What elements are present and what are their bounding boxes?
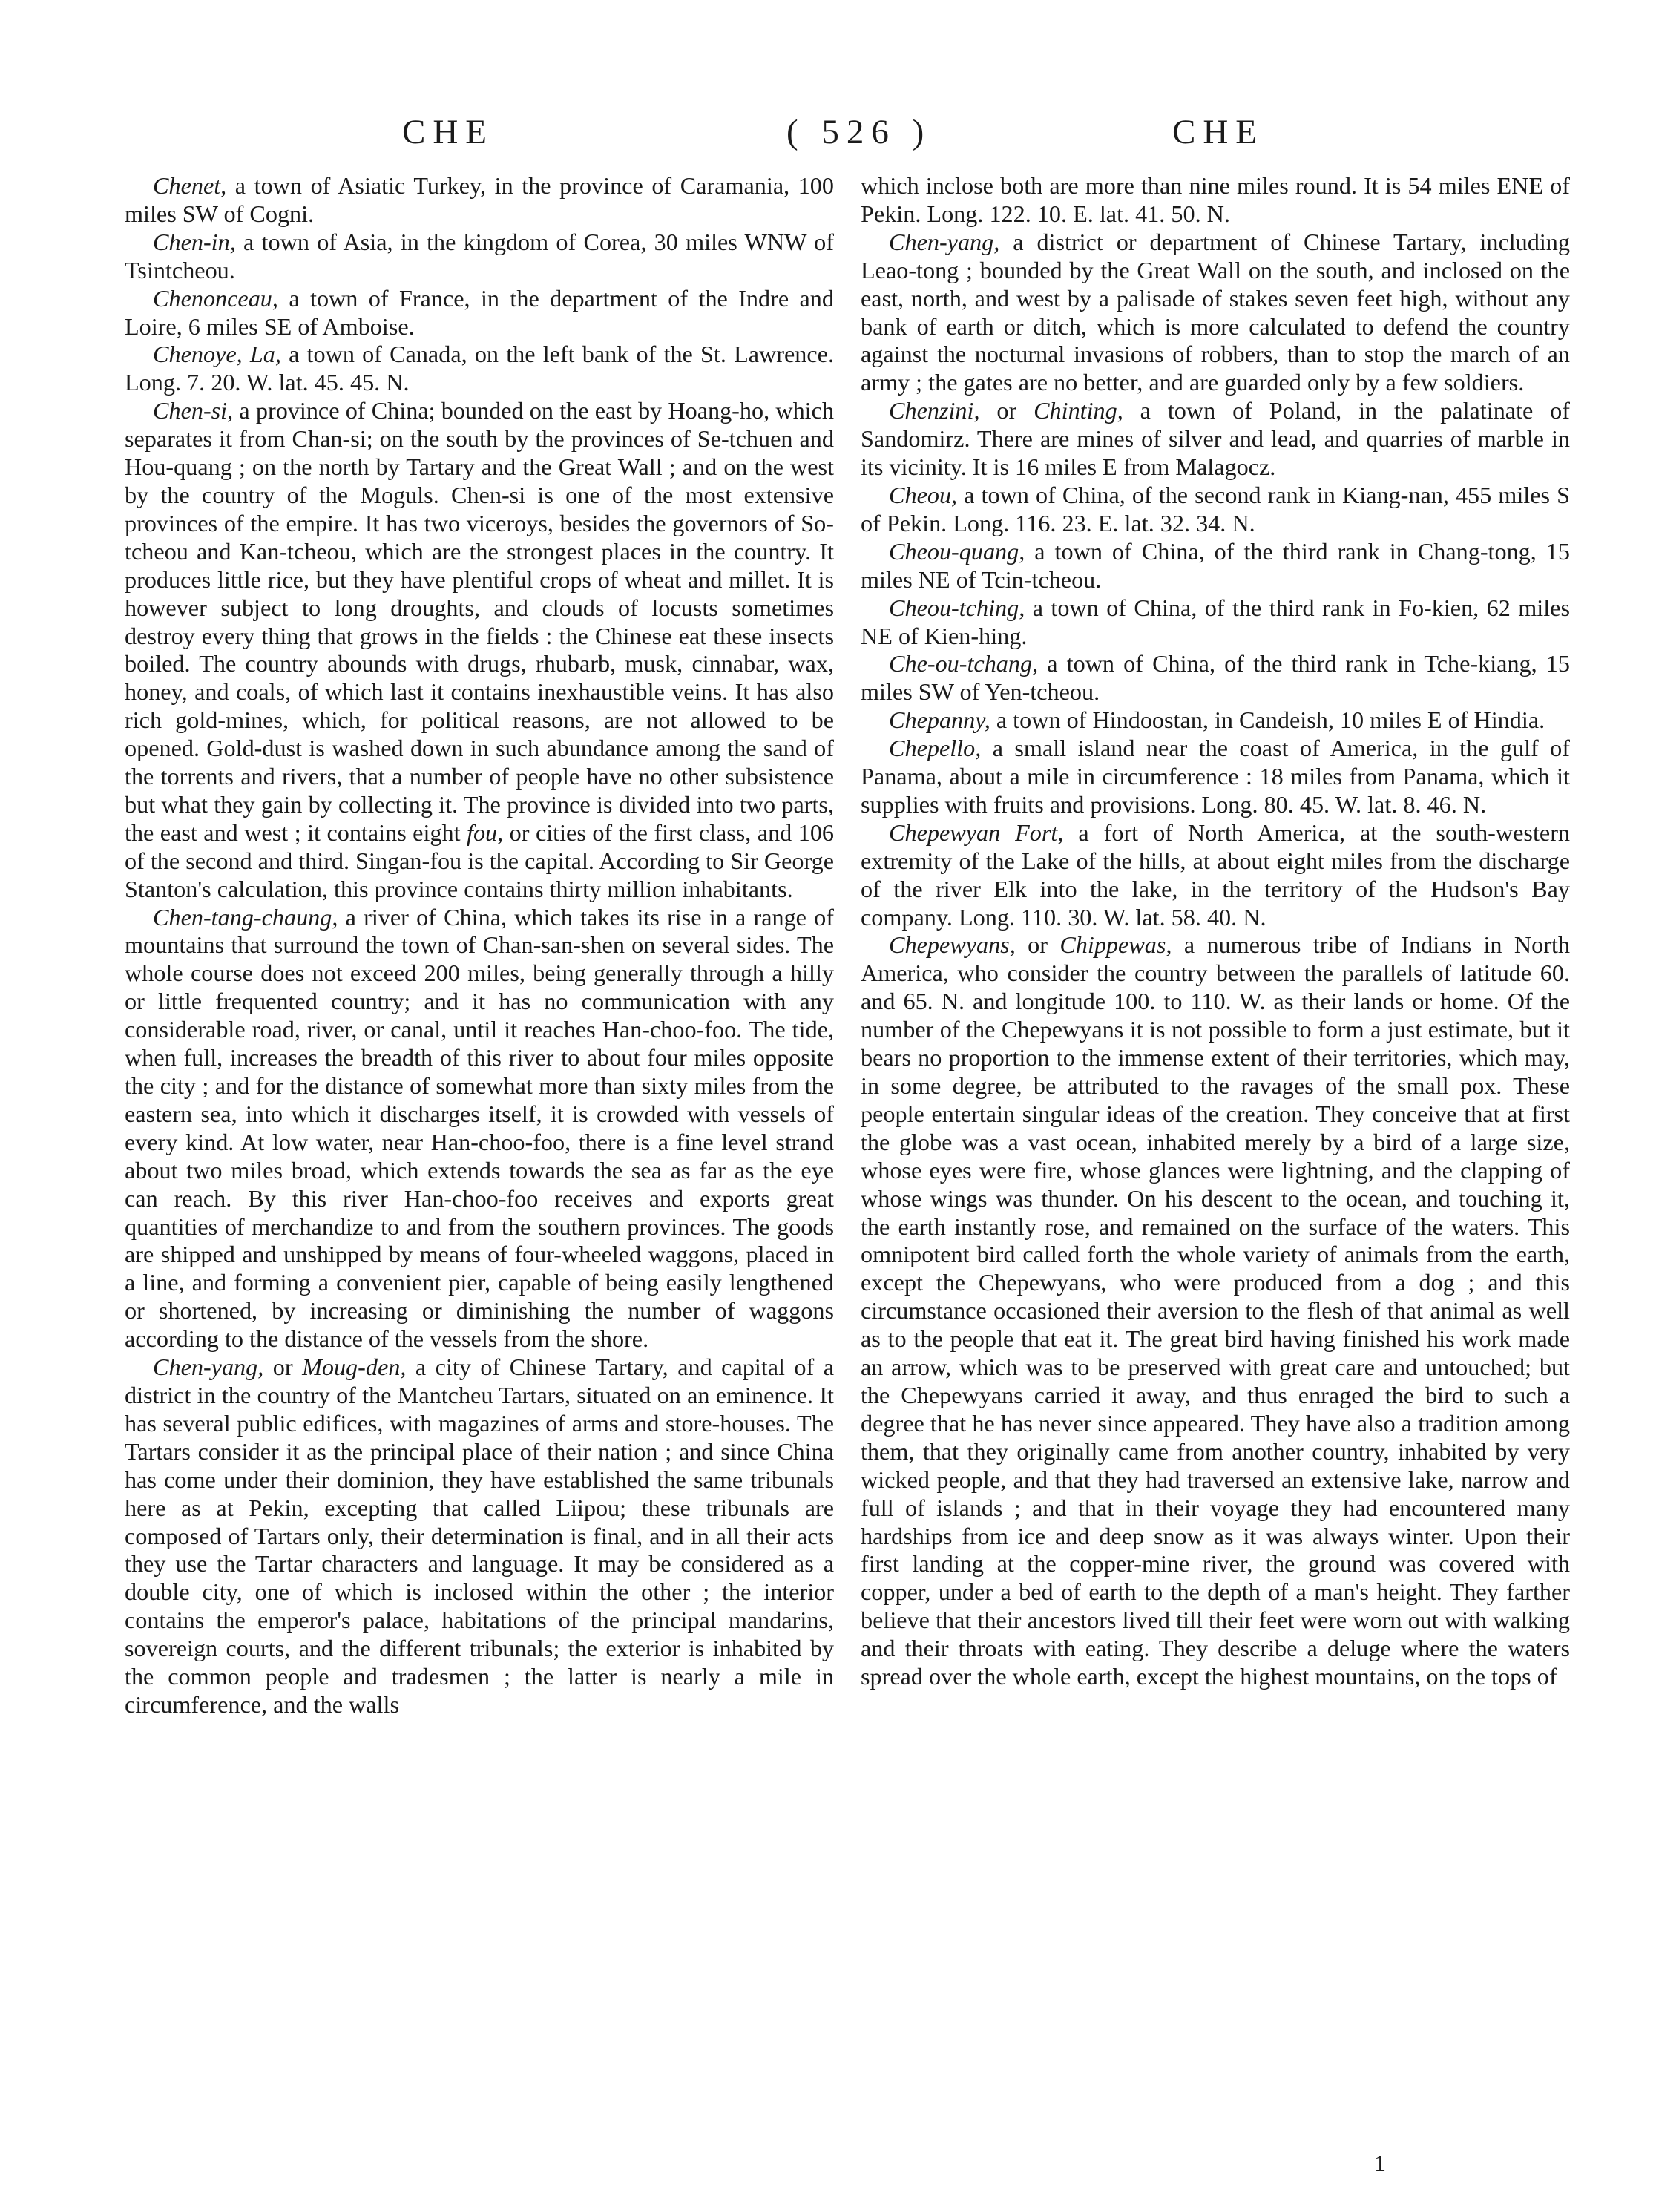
headword: Chen-si, <box>153 397 234 424</box>
entry-text: or <box>1015 931 1060 959</box>
entry-chenzini <box>861 397 1570 482</box>
headword: Cheou-quang, <box>889 537 1025 565</box>
entry-chen-in <box>125 229 834 285</box>
headword: Che-ou-tchang, <box>889 650 1039 677</box>
entry-chen-yang-city <box>125 1353 834 1719</box>
headword: Cheou, <box>889 481 958 508</box>
entry-chen-yang-district <box>861 229 1570 397</box>
entry-text: a fort of North America, at the south-western extremity of the Lake of the hills, at about eight miles from the discharge of the river Elk into the lake, in the territory of the Hudson's Bay company. Long. 110. 30. W. lat. 58. 40. N. <box>861 818 1571 931</box>
entry-text: a town of China, of the third rank in Chang-tong, 15 miles NE of Tcin-tcheou. <box>861 537 1570 593</box>
entry-text-continued: a town of Poland, in the palatinate of Sandomirz. There are mines of silver and lead, and quarries of marble in its vicinity. It is 16 miles E from Malagocz. <box>861 397 1570 481</box>
entry-text: a river of China, which takes its rise in a range of mountains that surround the town of Chan-san-shen on several sides. The whole course does not exceed 200 miles, being generally through a hilly or little frequented country; and it has no communication with any considerable road, river, or canal, until it reaches Han-choo-foo. The tide, when full, increases the breadth of this river to about four miles opposite the city ; and for the distance of somewhat more than sixty miles from the eastern sea, into which it discharges itself, it is crowded with vessels of every kind. At low water, near Han-choo-foo, there is a fine level strand about two miles broad, which extends towards the sea as far as the eye can reach. By this river Han-choo-foo receives and exports great quantities of merchandize to and from the southern provinces. The goods are shipped and unshipped by means of four-wheeled waggons, placed in a line, and forming a convenient pier, capable of being easily lengthened or shortened, by increasing or diminishing the number of waggons according to the distance of the vessels from the shore. <box>125 903 834 1353</box>
entry-chepanny <box>861 706 1570 735</box>
entry-text: which inclose both are more than nine miles round. It is 54 miles ENE of Pekin. Long. 122. 10. E. lat. 41. 50. N. <box>861 172 1570 227</box>
italic-term: Moug-den, <box>302 1353 407 1381</box>
entry-text: a town of China, of the third rank in Tche-kiang, 15 miles SW of Yen-tcheou. <box>861 650 1570 706</box>
headword: Cheou-tching, <box>889 594 1025 621</box>
headword: Chepello, <box>889 735 982 762</box>
entry-chenet <box>125 172 834 229</box>
headword: Chenonceau, <box>153 284 278 312</box>
entry-text: a town of China, of the second rank in Kiang-nan, 455 miles S of Pekin. Long. 116. 23. E. lat. 32. 34. N. <box>861 481 1570 536</box>
headword: Chepewyans, <box>889 931 1016 959</box>
headword: Chen-yang, <box>153 1353 264 1381</box>
entry-text: a province of China; bounded on the east by Hoang-ho, which separates it from Chan-si; on the south by the provinces of Se-tchuen and Hou-quang ; on the north by Tartary and the Great Wall ; and on the west by the country of the Moguls. Chen-si is one of the most extensive provinces of the empire. It has two viceroys, besides the governors of So-tcheou and Kan-tcheou, which are the strongest places in the country. It produces little rice, but they have plentiful crops of wheat and millet. It is however subject to long droughts, and clouds of locusts sometimes destroy every thing that grows in the fields : the Chinese eat these insects boiled. The country abounds with drugs, rhubarb, musk, cinnabar, wax, honey, and coals, of which last it contains inexhaustible veins. It has also rich gold-mines, which, for political reasons, are not allowed to be opened. Gold-dust is washed down in such abundance among the sand of the torrents and rivers, that a number of people have no other subsistence but what they gain by collecting it. The province is divided into two parts, the east and west ; it contains eight <box>125 397 834 846</box>
entry-cheou-quang <box>861 538 1570 594</box>
entry-continuation <box>861 172 1570 229</box>
entry-cheou-tching <box>861 594 1570 651</box>
header-right-word: CHE <box>1172 113 1264 151</box>
entry-text-continued: or cities of the first class, and 106 of the second and third. Singan-fou is the capital. According to Sir George Stanton's calculation, this province contains thirty million inhabitants. <box>125 818 835 902</box>
right-column <box>861 172 1570 1691</box>
headword: Chenzini, <box>889 397 980 424</box>
entry-text: a small island near the coast of America, in the gulf of Panama, about a mile in circumference : 18 miles from Panama, which it supplies with fruits and provisions. Long. 80. 45. W. lat. 8. 46. N. <box>861 735 1570 818</box>
headword: Chenet, <box>153 172 227 199</box>
entry-chepewyans <box>861 931 1570 1690</box>
italic-term: Chinting, <box>1034 397 1123 424</box>
entry-text: a district or department of Chinese Tartary, including Leao-tong ; bounded by the Great Wall on the south, and inclosed on the east, north, and west by a palisade of stakes seven feet high, without any bank of earth or ditch, which is more calculated to defend the country against the nocturnal invasions of robbers, than to stop the march of an army ; the gates are no better, and are guarded only by a few soldiers. <box>861 228 1570 396</box>
entry-text-continued: a city of Chinese Tartary, and capital of a district in the country of the Mantcheu Tartars, situated on an eminence. It has several public edifices, with magazines of arms and store-houses. The Tartars consider it as the principal place of their nation ; and since China has come under their dominion, they have established the same tribunals here as at Pekin, excepting that called Liipou; these tribunals are composed of Tartars only, their determination is final, and in all their acts they use the Tartar characters and language. It may be considered as a double city, one of which is inclosed within the other ; the interior contains the emperor's palace, habitations of the principal mandarins, sovereign courts, and the different tribunals; the exterior is inhabited by the common people and tradesmen ; the latter is nearly a mile in circumference, and the walls <box>125 1353 835 1718</box>
header-left-word: CHE <box>402 113 494 151</box>
italic-term: fou, <box>467 818 504 846</box>
entry-text: or <box>979 397 1034 424</box>
entry-text: a town of Asia, in the kingdom of Corea, 30 miles WNW of Tsintcheou. <box>125 228 834 283</box>
entry-cheou <box>861 482 1570 538</box>
entry-chenonceau <box>125 285 834 341</box>
page-number: ( 526 ) <box>786 113 932 151</box>
left-column <box>125 172 834 1719</box>
headword: Chepewyan Fort, <box>889 818 1064 846</box>
headword: Chen-tang-chaung, <box>153 903 338 931</box>
entry-text-continued: a numerous tribe of Indians in North America, who consider the country between the parallels of latitude 60. and 65. N. and longitude 100. to 110. W. as their lands or home. Of the number of the Chepewyans it is not possible to form a just estimate, but it bears no proportion to the immense extent of their territories, which may, in some degree, be attributed to the ravages of the small pox. These people entertain singular ideas of the creation. They conceive that at first the globe was a vast ocean, inhabited merely by a bird of a large size, whose eyes were fire, whose glances were lightning, and the clapping of whose wings was thunder. On his descent to the ocean, and touching it, the earth instantly rose, and remained on the surface of the waters. This omnipotent bird called forth the whole variety of animals from the earth, except the Chepewyans, who were produced from a dog ; and this circumstance occasioned their aversion to the flesh of that animal as well as to the people that eat it. The great bird having finished his work made an arrow, which was to be preserved with great care and untouched; but the Chepewyans carried it away, and thus enraged the bird to such a degree that he has never since appeared. They have also a tradition among them, that they originally came from another country, inhabited by very wicked people, and that they had traversed an extensive lake, narrow and full of islands ; and that in their voyage they had encountered many hardships from ice and deep snow as it was always winter. Upon their first landing at the copper-mine river, the ground was covered with copper, under a bed of earth to the depth of a man's height. They farther believe that their ancestors lived till their feet were worn out with walking and their throats with eating. They describe a deluge where the waters spread over the whole earth, except the highest mountains, on the tops of <box>861 931 1571 1690</box>
entry-text: a town of Asiatic Turkey, in the province of Caramania, 100 miles SW of Cogni. <box>125 172 834 227</box>
entry-text: a town of Canada, on the left bank of the St. Lawrence. Long. 7. 20. W. lat. 45. 45. N. <box>125 341 834 396</box>
headword: Chepanny, <box>889 706 990 734</box>
headword: Chenoye, La, <box>153 341 281 368</box>
running-header <box>0 110 1679 154</box>
headword: Chen-yang, <box>889 228 1000 255</box>
headword: Chen-in, <box>153 228 236 255</box>
entry-text: a town of China, of the third rank in Fo-kien, 62 miles NE of Kien-hing. <box>861 594 1570 649</box>
italic-term: Chippewas, <box>1059 931 1172 959</box>
entry-chenoye <box>125 341 834 397</box>
entry-che-ou-tchang <box>861 650 1570 706</box>
entry-chen-tang-chaung <box>125 904 834 1354</box>
entry-text: a town of France, in the department of the Indre and Loire, 6 miles SE of Amboise. <box>125 284 834 340</box>
entry-text: a town of Hindoostan, in Candeish, 10 miles E of Hindia. <box>990 706 1545 734</box>
entry-chepello <box>861 735 1570 819</box>
entry-chepewyan-fort <box>861 819 1570 932</box>
entry-text: or <box>263 1353 303 1381</box>
entry-chen-si <box>125 397 834 903</box>
signature-mark: 1 <box>1374 2150 1386 2176</box>
